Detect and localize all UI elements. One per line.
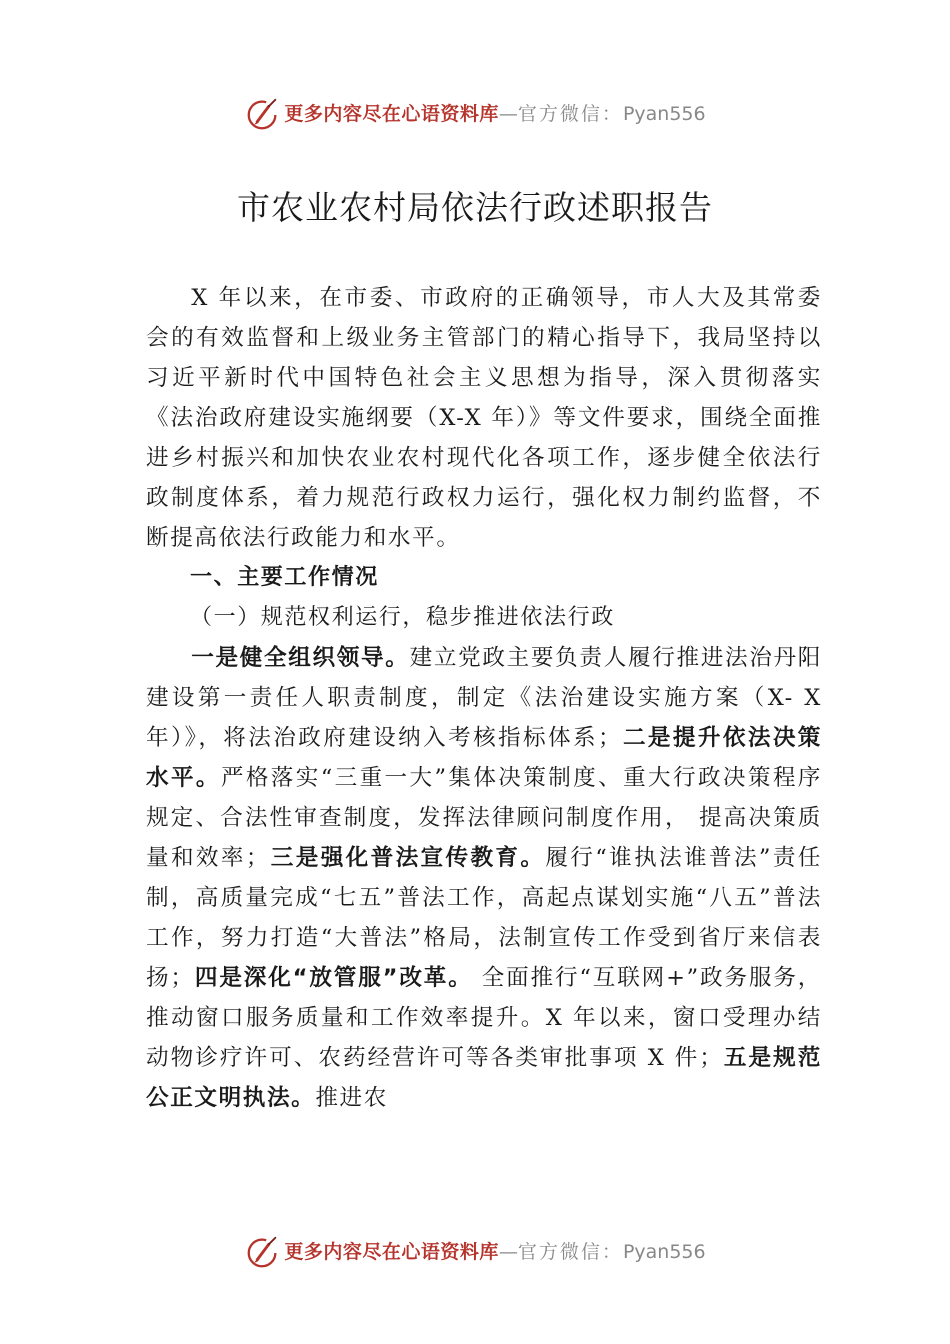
- document-body: [146, 278, 822, 1118]
- banner-dash: —: [498, 102, 518, 125]
- header-banner: [0, 92, 950, 136]
- banner-dash: —: [498, 1240, 518, 1263]
- wechat-label: 官方微信：: [517, 102, 623, 125]
- wechat-id: Pyan556: [622, 1240, 706, 1263]
- point-4-heading: 四是深化“放管服”改革。: [194, 965, 473, 991]
- point-1-text: 建立党政主要负责人履行推进法治丹阳建设第一责任人职责制度，制定《法治建设实施方案（X- X 年）》，将法治政府建设纳入考核指标体系；: [146, 645, 823, 751]
- point-1-heading: 一是健全组织领导。: [191, 645, 410, 671]
- point-2-text: 严格落实“三重一大”集体决策制度、重大行政决策程序规定、合法性审查制度，发挥法律顾问制度作用， 提高决策质量和效率；: [146, 765, 822, 871]
- brush-logo-icon: [244, 95, 282, 133]
- point-3-text: 履行“谁执法谁普法”责任制，高质量完成“七五”普法工作，高起点谋划实施“八五”普法工作，努力打造“大普法”格局，法制宣传工作受到省厅来信表扬；: [146, 845, 822, 991]
- intro-paragraph: X 年以来，在市委、市政府的正确领导，市人大及其常委会的有效监督和上级业务主管部门的精心指导下，我局坚持以习近平新时代中国特色社会主义思想为指导，深入贯彻落实《法治政府建设实施纲要（X-X 年）》等文件要求，围绕全面推进乡村振兴和加快农业农村现代化各项工作，逐步健全依法行政制度体系，着力规范行政权力运行，强化权力制约监督，不断提高依法行政能力和水平。: [146, 285, 822, 551]
- section-heading: 一、主要工作情况: [190, 565, 379, 590]
- point-5-heading: 五是规范公正文明执法。: [146, 1045, 822, 1111]
- point-5-text: 推进农: [315, 1085, 388, 1111]
- work-paragraph: [146, 638, 822, 1118]
- point-3-heading: 三是强化普法宣传教育。: [270, 845, 546, 871]
- banner-text: [284, 102, 706, 125]
- point-4-text: 全面推行“互联网+”政务服务，推动窗口服务质量和工作效率提升。X 年以来，窗口受理办结动物诊疗许可、农药经营许可等各类审批事项 X 件；: [146, 965, 822, 1071]
- banner-text: [284, 1240, 706, 1263]
- brush-logo-icon: [244, 1233, 282, 1271]
- wechat-id: Pyan556: [622, 102, 706, 125]
- footer-banner: [0, 1230, 950, 1274]
- wechat-label: 官方微信：: [517, 1240, 623, 1263]
- subsection-heading: （一）规范权利运行，稳步推进依法行政: [190, 605, 615, 630]
- document-title: 市农业农村局依法行政述职报告: [237, 188, 713, 227]
- library-name: 更多内容尽在心语资料库: [284, 102, 499, 125]
- library-name: 更多内容尽在心语资料库: [284, 1240, 499, 1263]
- point-2-heading: 二是提升依法决策水平。: [146, 725, 822, 791]
